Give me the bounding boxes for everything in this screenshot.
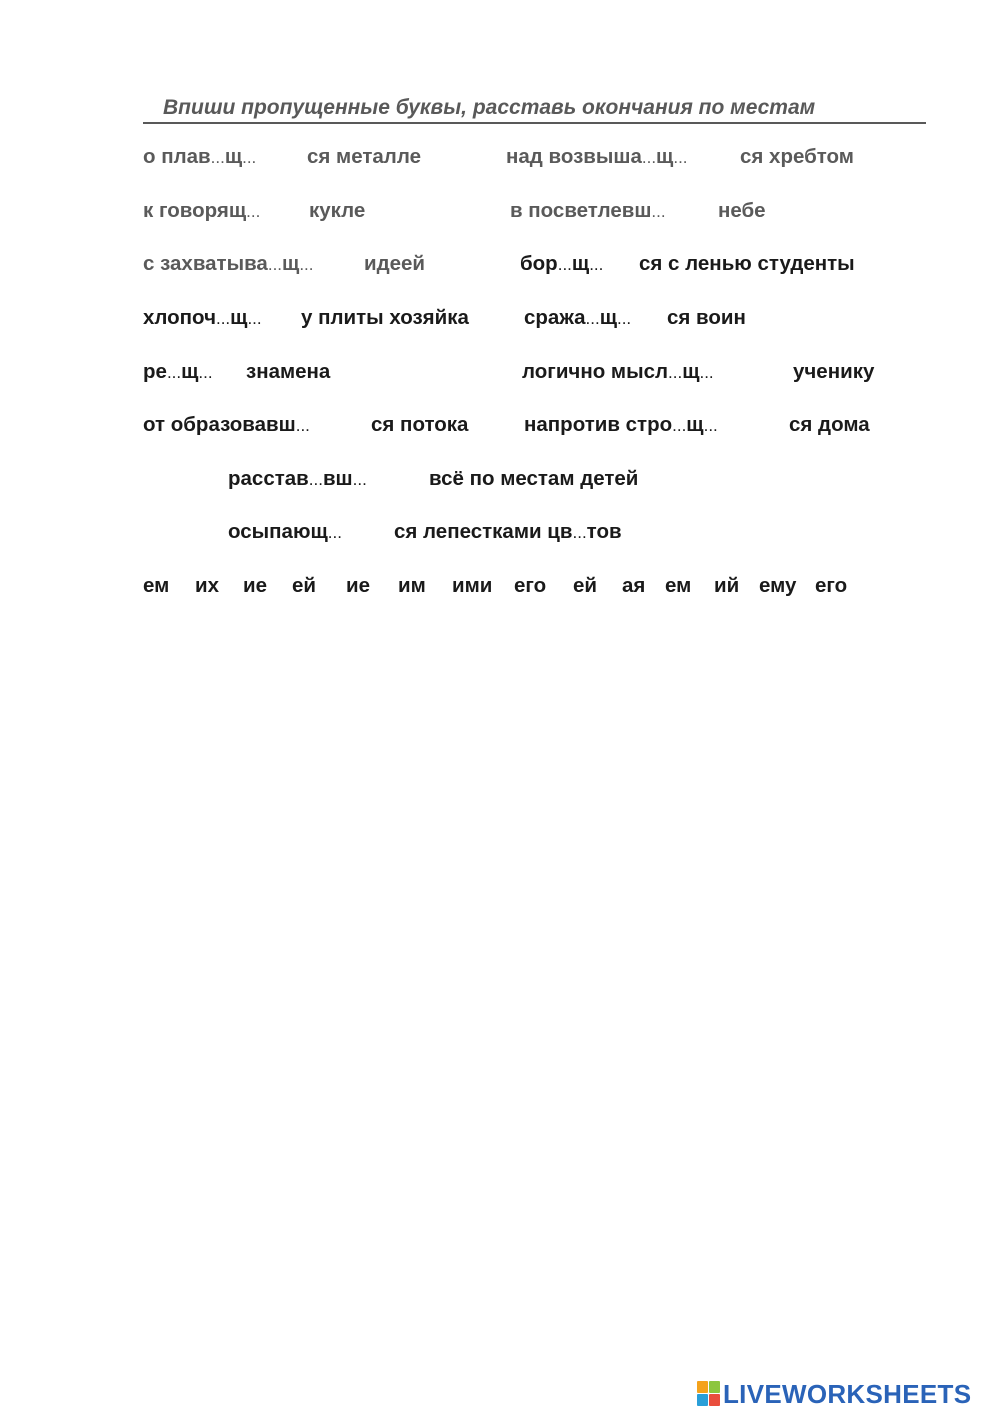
blank[interactable]: ... (673, 148, 688, 167)
phrase-1b (506, 145, 688, 170)
stem: щ (282, 252, 300, 275)
stem: к говорящ (143, 199, 247, 222)
stem: щ (686, 413, 704, 436)
blank[interactable]: ... (247, 309, 262, 328)
blank[interactable]: ... (616, 309, 632, 328)
blank[interactable]: ... (308, 470, 323, 489)
phrase-6b (524, 413, 718, 438)
ending-option[interactable]: ем (665, 574, 692, 597)
ending-option[interactable]: ей (292, 574, 317, 597)
phrase-2a (143, 199, 260, 224)
logo-text: LIVEWORKSHEETS (723, 1378, 972, 1409)
phrase-8-tail (394, 520, 622, 545)
blank[interactable]: ... (215, 309, 231, 328)
stem: хлопоч (143, 306, 216, 329)
stem: тов (586, 520, 622, 543)
ending-option[interactable]: ему (759, 574, 797, 597)
blank[interactable]: ... (299, 255, 314, 274)
blank[interactable]: ... (699, 363, 714, 382)
ending-option[interactable]: ий (714, 574, 740, 597)
ending-option[interactable]: ем (143, 574, 170, 597)
stem: в посветлевш (510, 199, 652, 222)
blank[interactable]: ... (352, 470, 367, 489)
stem: вш (322, 467, 353, 490)
stem: расстав (228, 467, 309, 490)
stem: сража (524, 306, 586, 329)
blank[interactable]: ... (267, 255, 283, 274)
phrase-1b-tail: ся хребтом (740, 145, 854, 168)
phrase-6a-tail: ся потока (371, 413, 469, 436)
blank[interactable]: ... (572, 523, 587, 542)
ending-option[interactable]: ие (243, 574, 268, 597)
stem: осыпающ (228, 520, 328, 543)
stem: ре (143, 360, 167, 383)
blank[interactable]: ... (210, 148, 225, 167)
stem: щ (571, 252, 590, 275)
stem: щ (181, 360, 199, 383)
stem: щ (224, 145, 243, 168)
blank[interactable]: ... (557, 255, 572, 274)
phrase-5a-tail: знамена (246, 360, 331, 383)
blank[interactable]: ... (198, 363, 213, 382)
phrase-7-tail: всё по местам детей (429, 467, 639, 490)
ending-option[interactable]: ей (573, 574, 598, 597)
stem: ся лепестками цв (394, 520, 573, 543)
stem: напротив стро (524, 413, 673, 436)
liveworksheets-logo (697, 1378, 971, 1410)
phrase-2b (510, 199, 666, 224)
stem: с захватыва (143, 252, 268, 275)
blank[interactable]: ... (672, 416, 687, 435)
stem: щ (599, 306, 617, 329)
ending-option[interactable]: ими (452, 574, 493, 597)
phrase-3b-tail: ся с ленью студенты (639, 252, 855, 275)
phrase-5b-tail: ученику (793, 360, 875, 383)
blank[interactable]: ... (246, 202, 261, 221)
ending-option[interactable]: ая (622, 574, 646, 597)
ending-option[interactable]: его (514, 574, 547, 597)
logo-mark-icon (697, 1381, 721, 1407)
stem: бор (520, 252, 558, 275)
stem: щ (656, 145, 674, 168)
phrase-5b (522, 360, 714, 385)
phrase-2a-tail: кукле (309, 199, 366, 222)
stem: щ (682, 360, 700, 383)
blank[interactable]: ... (641, 148, 657, 167)
blank[interactable]: ... (651, 202, 666, 221)
phrase-4b-tail: ся воин (667, 306, 746, 329)
blank[interactable]: ... (242, 148, 257, 167)
phrase-6b-tail: ся дома (789, 413, 870, 436)
phrase-1a-tail: ся металле (307, 145, 421, 168)
blank[interactable]: ... (585, 309, 600, 328)
phrase-4b (524, 306, 631, 331)
stem: над возвыша (506, 145, 642, 168)
stem: от образовавш (143, 413, 296, 436)
ending-option[interactable]: их (195, 574, 220, 597)
phrase-2b-tail: небе (718, 199, 766, 222)
phrase-4a-tail: у плиты хозяйка (301, 306, 469, 329)
phrase-3b (520, 252, 603, 277)
blank[interactable]: ... (295, 416, 310, 435)
blank[interactable]: ... (589, 255, 604, 274)
ending-option[interactable]: им (398, 574, 426, 597)
stem: щ (230, 306, 248, 329)
phrase-5a (143, 360, 213, 385)
blank[interactable]: ... (703, 416, 718, 435)
phrase-7 (228, 467, 367, 492)
phrase-4a (143, 306, 262, 331)
ending-option[interactable]: его (815, 574, 848, 597)
blank[interactable]: ... (668, 363, 683, 382)
phrase-3a-tail: идеей (364, 252, 426, 275)
stem: о плав (143, 145, 211, 168)
phrase-1a (143, 145, 256, 170)
blank[interactable]: ... (327, 523, 342, 542)
ending-option[interactable]: ие (346, 574, 371, 597)
phrase-3a (143, 252, 313, 277)
page-title: Впиши пропущенные буквы, расставь окончания по местам (143, 95, 926, 124)
phrase-6a (143, 413, 310, 438)
phrase-8 (228, 520, 342, 545)
blank[interactable]: ... (166, 363, 182, 382)
stem: логично мысл (522, 360, 669, 383)
